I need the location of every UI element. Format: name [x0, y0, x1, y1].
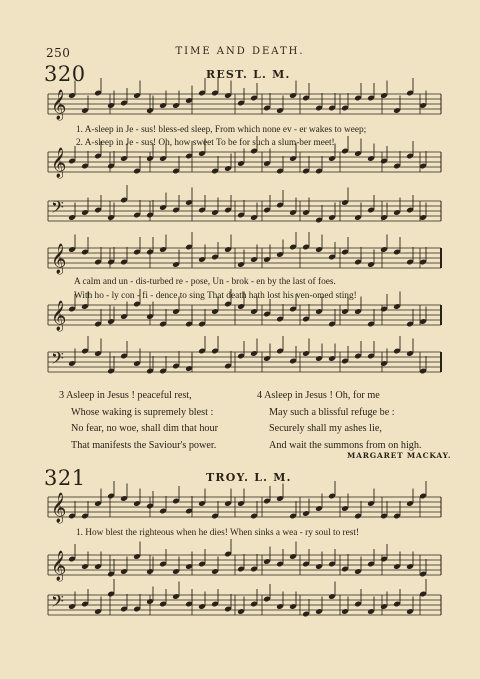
verse-line: That manifests the Saviour's power.	[71, 439, 217, 451]
lyric-line: 1. A-sleep in Je - sus! bless-ed sleep, From which none ev - er wakes to weep;	[76, 125, 367, 135]
hymn-number: 321	[44, 466, 86, 490]
treble-clef-icon: 𝄞	[51, 90, 67, 120]
verse-line: May such a blissful refuge be :	[269, 406, 395, 418]
author-credit: MARGARET MACKAY.	[347, 451, 452, 460]
lyric-line: With ho - ly con - fi - dence to sing That death hath lost his ven-omed sting!	[74, 291, 357, 301]
verse-line: Whose waking is supremely blest :	[71, 406, 214, 418]
staff	[48, 300, 441, 332]
running-title: TIME AND DEATH.	[175, 46, 305, 57]
staff	[48, 243, 441, 275]
page-number: 250	[46, 46, 71, 60]
staff	[48, 89, 441, 121]
lyric-line: A calm and un - dis-turbed re - pose, Un - brok - en by the last of foes.	[74, 277, 336, 287]
lyric-line: 1. How blest the righteous when he dies! When sinks a wea - ry soul to rest!	[76, 528, 360, 538]
bass-clef-icon: 𝄢	[51, 197, 64, 221]
treble-clef-icon: 𝄞	[51, 244, 67, 274]
verse-3	[59, 388, 218, 454]
staff	[48, 348, 441, 372]
hymn-number: 320	[44, 62, 86, 86]
treble-clef-icon: 𝄞	[51, 148, 67, 178]
staff	[48, 591, 441, 615]
bass-clef-icon: 𝄢	[51, 591, 64, 615]
verse-line: 4 Asleep in Jesus ! Oh, for me	[257, 390, 380, 401]
treble-clef-icon: 𝄞	[51, 301, 67, 331]
lyric-line: 2. A-sleep in Je - sus! Oh, how sweet To be for such a slum-ber meet!	[76, 138, 335, 148]
treble-clef-icon: 𝄞	[51, 551, 67, 581]
treble-clef-icon: 𝄞	[51, 493, 67, 523]
tune-name: TROY. L. M.	[206, 471, 292, 484]
tune-name: REST. L. M.	[206, 68, 291, 81]
bass-clef-icon: 𝄢	[51, 348, 64, 372]
verse-line: 3 Asleep in Jesus ! peaceful rest,	[59, 390, 192, 401]
staff	[48, 492, 441, 524]
verse-line: No fear, no woe, shall dim that hour	[71, 423, 218, 435]
verse-line: Securely shall my ashes lie,	[269, 423, 382, 435]
staff	[48, 550, 441, 582]
verse-4	[257, 388, 422, 454]
verse-line: And wait the summons from on high.	[269, 439, 422, 451]
